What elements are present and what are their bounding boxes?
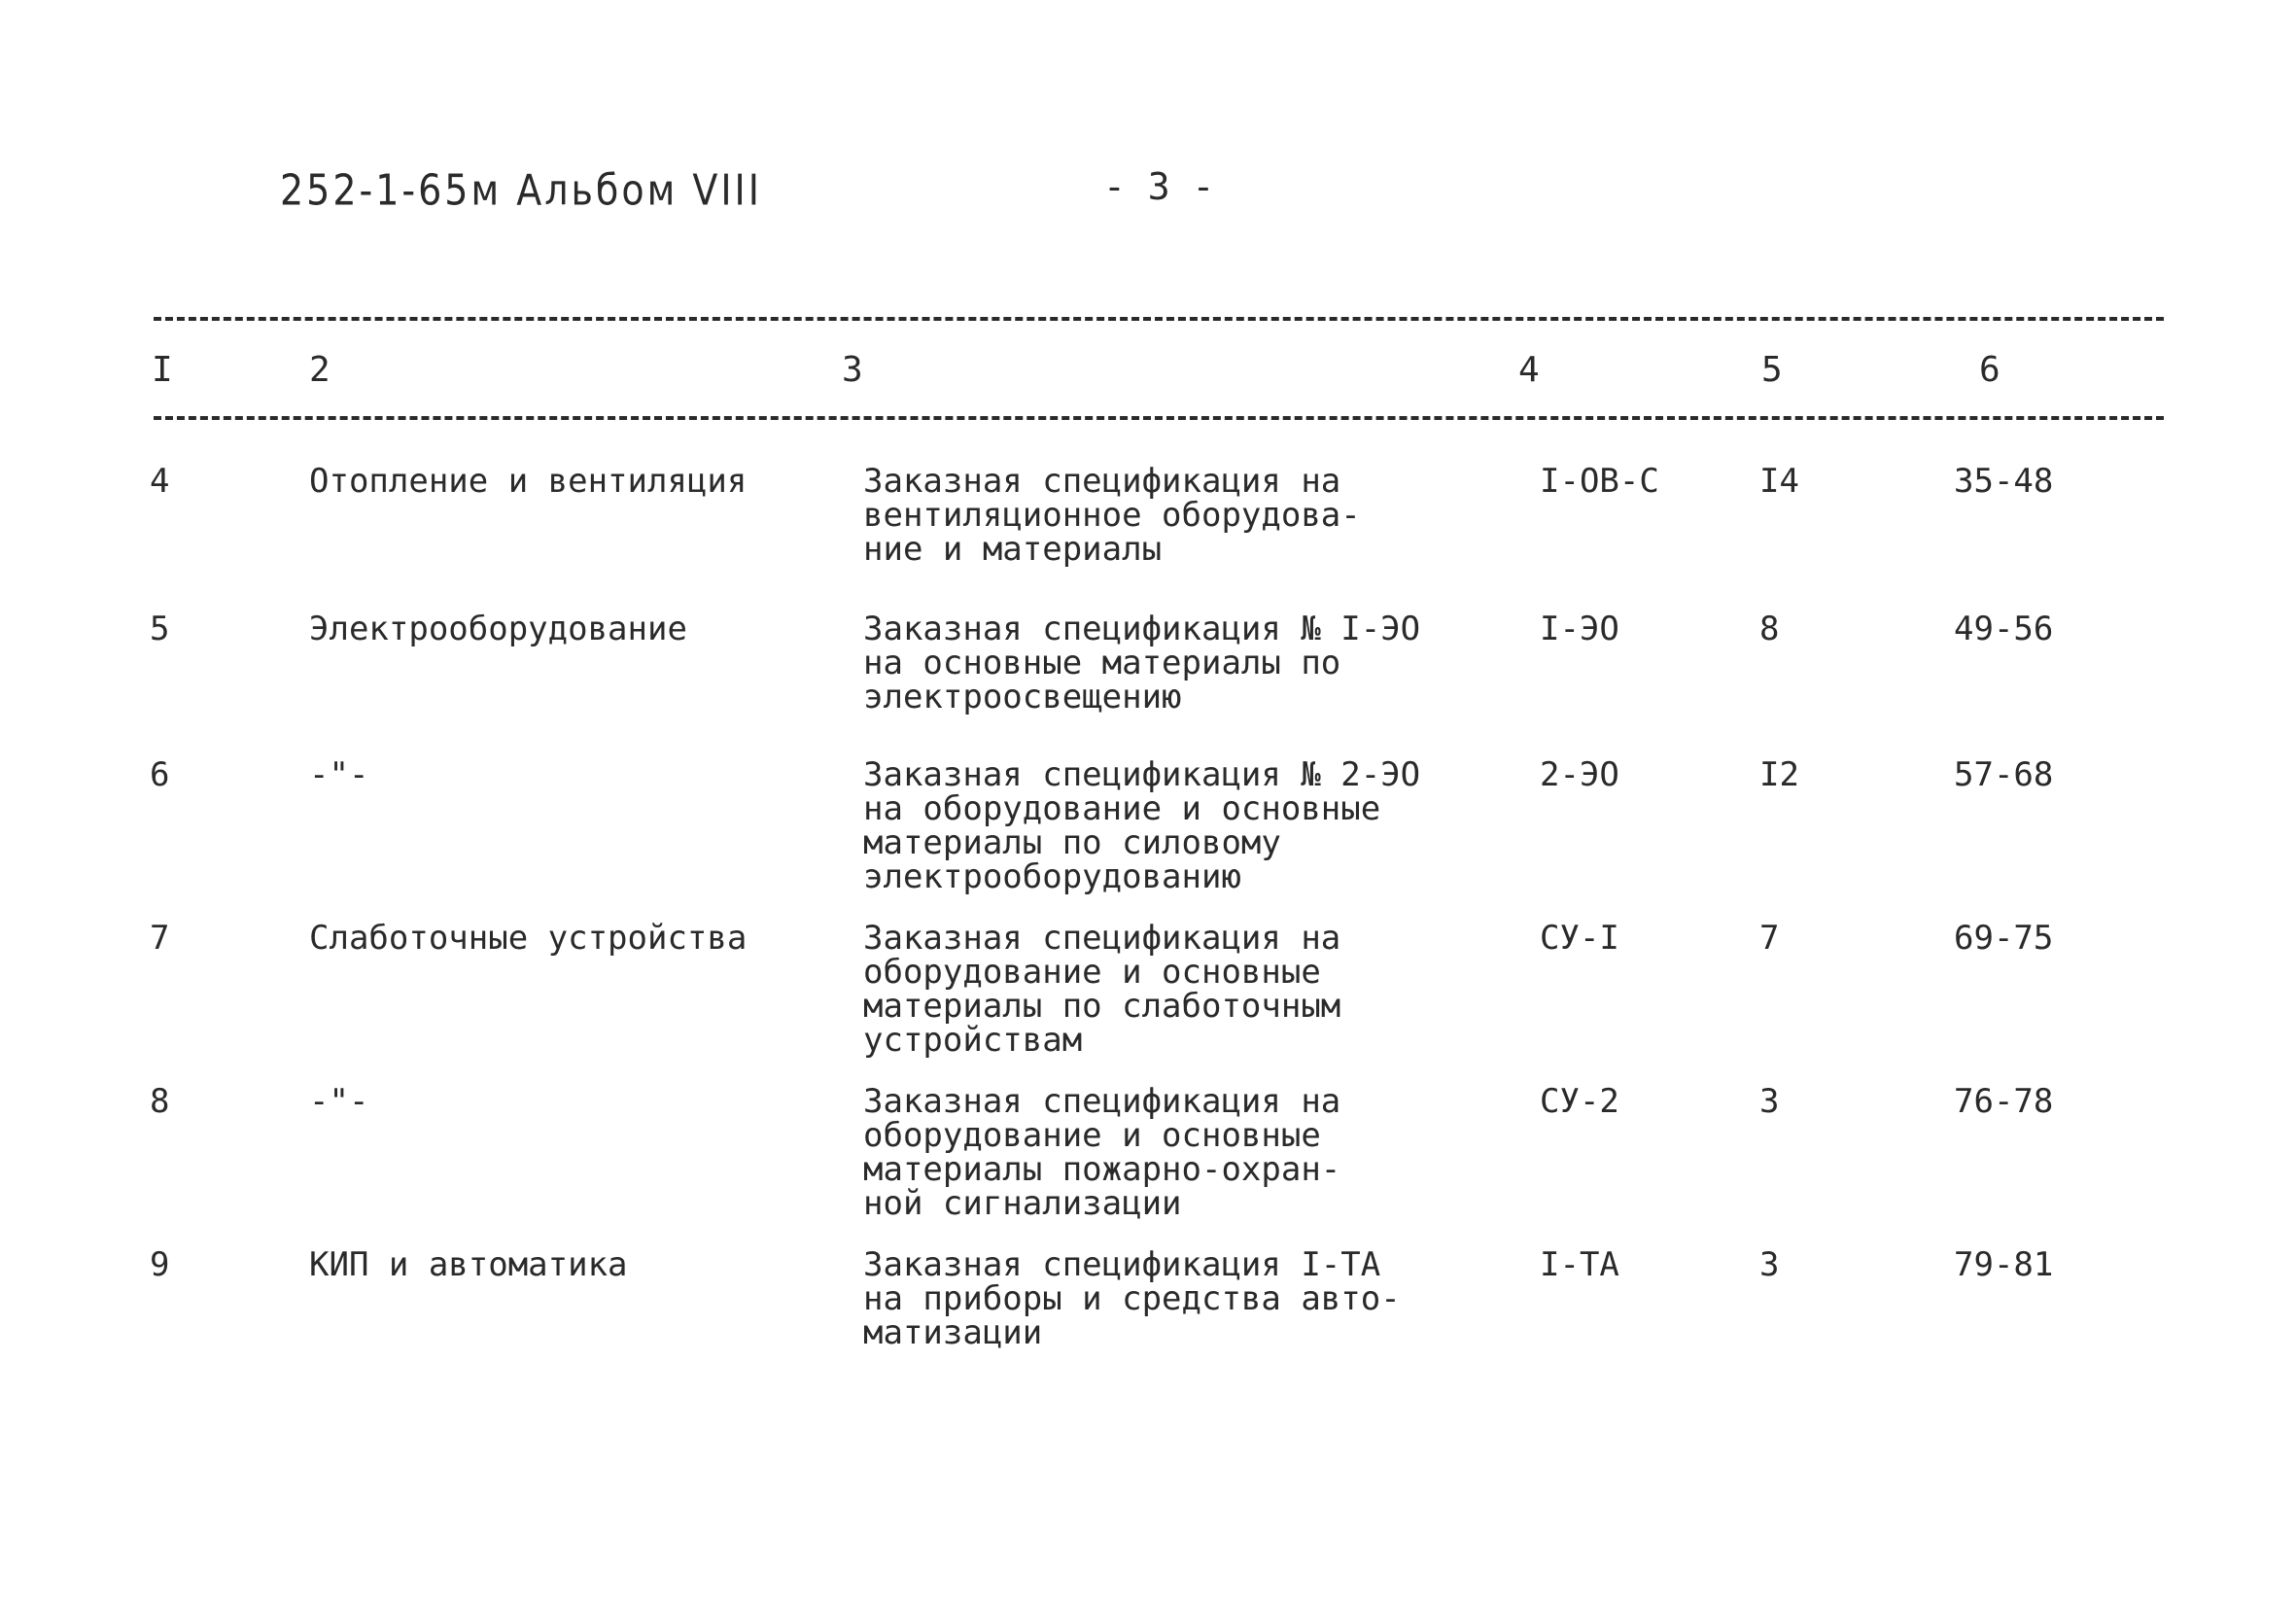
row-description: Заказная спецификация на оборудование и основные материалы пожарно-охран- ной сигнализации	[863, 1082, 1341, 1223]
row-section: -"-	[309, 755, 369, 794]
row-number: 9	[150, 1245, 170, 1284]
row-pages: 49-56	[1954, 610, 2054, 648]
table-header-rule	[154, 416, 2164, 420]
row-description: Заказная спецификация на оборудование и основные материалы по слаботочным устройствам	[863, 919, 1341, 1060]
row-sheets: 7	[1759, 919, 1780, 958]
row-number: 8	[150, 1082, 170, 1121]
row-mark: I-ОВ-С	[1540, 462, 1659, 501]
row-number: 5	[150, 610, 170, 648]
row-pages: 35-48	[1954, 462, 2054, 501]
row-description: Заказная спецификация на вентиляционное оборудова- ние и материалы	[863, 462, 1361, 569]
page-number: - 3 -	[1103, 165, 1215, 208]
row-mark: I-ТА	[1540, 1245, 1619, 1284]
row-section: КИП и автоматика	[309, 1245, 628, 1284]
row-description: Заказная спецификация I-ТА на приборы и средства авто- матизации	[863, 1245, 1401, 1352]
column-header-5: 5	[1761, 350, 1783, 390]
column-header-1: I	[152, 350, 173, 390]
row-pages: 57-68	[1954, 755, 2054, 794]
row-pages: 76-78	[1954, 1082, 2054, 1121]
row-mark: 2-ЭО	[1540, 755, 1619, 794]
column-header-6: 6	[1979, 350, 2000, 390]
row-sheets: I4	[1759, 462, 1799, 501]
row-pages: 69-75	[1954, 919, 2054, 958]
row-number: 7	[150, 919, 170, 958]
row-section: Электрооборудование	[309, 610, 687, 648]
row-section: Слаботочные устройства	[309, 919, 748, 958]
column-header-3: 3	[842, 350, 863, 390]
column-header-4: 4	[1518, 350, 1540, 390]
row-section: Отопление и вентиляция	[309, 462, 748, 501]
row-number: 4	[150, 462, 170, 501]
row-sheets: 8	[1759, 610, 1780, 648]
row-number: 6	[150, 755, 170, 794]
row-pages: 79-81	[1954, 1245, 2054, 1284]
row-mark: СУ-I	[1540, 919, 1619, 958]
row-mark: I-ЭО	[1540, 610, 1619, 648]
row-sheets: 3	[1759, 1245, 1780, 1284]
row-sheets: I2	[1759, 755, 1799, 794]
row-description: Заказная спецификация № 2-ЭО на оборудование и основные материалы по силовому электрооборудованию	[863, 755, 1421, 896]
table-top-rule	[154, 317, 2164, 321]
document-code: 252-1-65м Альбом VIII	[280, 165, 762, 215]
row-mark: СУ-2	[1540, 1082, 1619, 1121]
row-description: Заказная спецификация № I-ЭО на основные материалы по электроосвещению	[863, 610, 1421, 716]
column-header-2: 2	[309, 350, 330, 390]
row-sheets: 3	[1759, 1082, 1780, 1121]
row-section: -"-	[309, 1082, 369, 1121]
